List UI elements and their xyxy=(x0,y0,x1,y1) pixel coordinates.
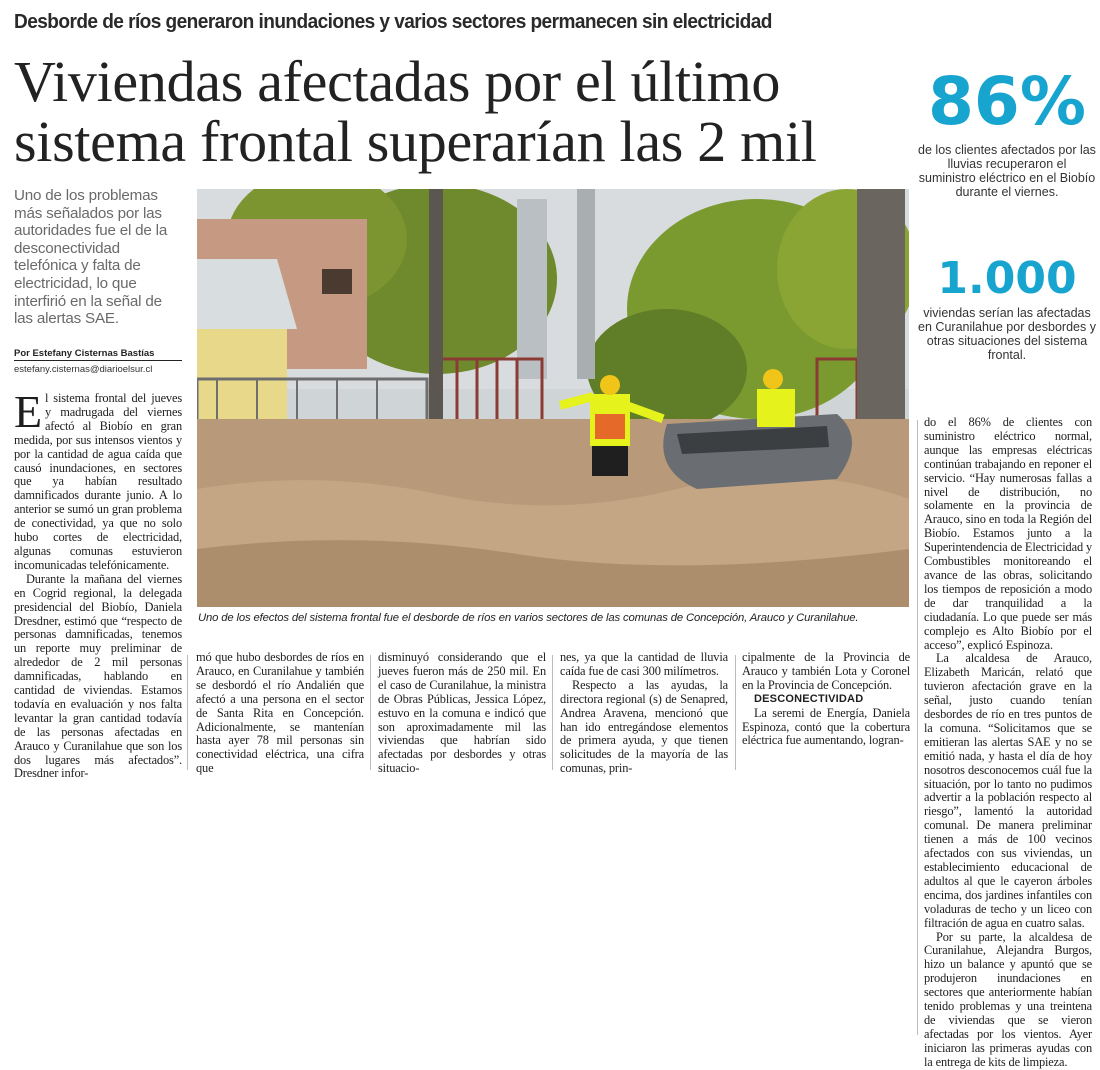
body-paragraph: La alcaldesa de Arauco, Elizabeth Maricán, relató que tuvieron afectación grave en la señal, justo cuando tenían desbordes de río en tres puntos de la comuna. “Solicitamos que se emitieran las alertas SAE y no se emitió nada, y hasta el día de hoy nosotros desconocemos cuál fue la situación, por lo tanto no pudimos advertir a la población respecto al riesgo”, lamentó la autoridad comunal. De manera preliminar tienen a más de 100 vecinos afectados con sus viviendas, un establecimiento educacional de adultos al que le cayeron árboles encima, dos jardines infantiles con voladuras de techo y un liceo con filtración de agua en cuatro salas. xyxy=(924,651,1092,930)
body-paragraph: nes, ya que la cantidad de lluvia caída fue de casi 300 milímetros. xyxy=(560,650,728,678)
body-text: l sistema frontal del jueves y madrugada del viernes afectó al Biobío en gran medida, por sus intensos vientos y por la cantidad de agua caída que causó inundaciones, en sectores que ya habían resultado damnificados durante junio. A lo anterior se sumó un gran problema de conectividad, ya que no solo hubo cortes de electricidad, algunas comunas estuvieron incomunicadas telefónicamente. xyxy=(14,391,182,572)
body-paragraph: disminuyó considerando que el jueves fueron más de 250 mil. En el caso de Curanilahue, la ministra de Obras Públicas, Jessica López, estuvo en la comuna e indicó que son aproximadamente mil las viviendas que habrían sido afectadas por desbordes y otras situacio- xyxy=(378,650,546,776)
kicker: Desborde de ríos generaron inundaciones y varios sectores permanecen sin electricidad xyxy=(14,10,772,33)
headline-line-1: Viviendas afectadas por el último xyxy=(14,49,781,114)
photo-caption: Uno de los efectos del sistema frontal fue el desborde de ríos en varios sectores de las comunas de Concepción, Arauco y Curanilahue. xyxy=(198,612,859,624)
lead-paragraph: Uno de los problemas más señalados por las autoridades fue el de la desconectividad telefónica y falta de electricidad, lo que interfirió en la señal de las alertas SAE. xyxy=(14,187,168,328)
body-column-3 xyxy=(378,651,546,776)
body-column-4 xyxy=(560,651,728,776)
stat-1000-value: 1.000 xyxy=(937,253,1077,304)
body-column-5 xyxy=(742,651,910,748)
body-paragraph: do el 86% de clientes con suministro eléctrico normal, aunque las empresas eléctricas continúan trabajando en reponer el servicio. “Hay numerosas fallas a nivel de distribución, no solamente en la provincia de Arauco, sino en toda la Región del Biobío. Estamos junto a la Superintendencia de Electricidad y Combustibles monitoreando el avance de las obras, solicitando los tiempos de reposición a modo de dar tranquilidad a la ciudadanía. Lo que puede ser más complejo es Alto Biobío por el acceso”, explicó Espinoza. xyxy=(924,415,1092,652)
drop-cap: E xyxy=(14,386,42,437)
headline xyxy=(14,49,914,174)
stat-1000-text: viviendas serían las afectadas en Curanilahue por desbordes y otras situaciones del sistema frontal. xyxy=(918,306,1096,362)
body-column-2 xyxy=(196,651,364,776)
headline-line-2: sistema frontal superarían las 2 mil xyxy=(14,109,817,174)
body-paragraph: La seremi de Energía, Daniela Espinoza, contó que la cobertura eléctrica fue aumentando, logran- xyxy=(742,705,910,748)
body-column-6 xyxy=(924,416,1092,1070)
body-column-1 xyxy=(14,386,182,781)
byline: Por Estefany Cisternas Bastías xyxy=(14,348,182,361)
body-paragraph: cipalmente de la Provincia de Arauco y también Lota y Coronel en la Provincia de Concepción. xyxy=(742,650,910,692)
body-paragraph: mó que hubo desbordes de ríos en Arauco, en Curanilahue y también se desbordó el río Andalién que afectó a una persona en el sector de Santa Rita en Concepción. Adicionalmente, se mantenían hasta ayer 78 mil personas sin conectividad eléctrica, una cifra que xyxy=(196,650,364,776)
body-paragraph: Por su parte, la alcaldesa de Curanilahue, Alejandra Burgos, hizo un balance y apuntó que se produjeron inundaciones en sectores que anteriormente habían tenido problemas y una treintena de viviendas que se vieron afectadas por los vientos. Ayer iniciaron las primeras ayudas con la entrega de kits de limpieza. xyxy=(924,929,1092,1069)
body-paragraph: Durante la mañana del viernes en Cogrid regional, la delegada presidencial del Biobío, Daniela Dresdner, estimó que “respecto de personas damnificadas, tenemos un reporte muy preliminar de alrededor de 2 mil personas damnificadas, hablando en cantidad de viviendas. Estamos todavía en evaluación y nos falta levantar la gran cantidad todavía de las personas afectadas en Arauco y Curanilahue que son los dos lugares más afectados”. Dresdner infor- xyxy=(14,571,182,781)
author-email: estefany.cisternas@diarioelsur.cl xyxy=(14,364,153,375)
body-paragraph: Respecto a las ayudas, la directora regional (s) de Senapred, Andrea Aravena, mencionó que han ido entregándose elementos de primera ayuda, y que tienen solicitudes de la mayoría de las comunas, prin- xyxy=(560,677,728,776)
flood-photo xyxy=(197,189,909,607)
section-subhead: DESCONECTIVIDAD xyxy=(754,692,864,705)
stat-86-value: 86% xyxy=(928,63,1086,140)
stat-86-text: de los clientes afectados por las lluvias recuperaron el suministro eléctrico en el Biobío durante el viernes. xyxy=(918,143,1096,199)
